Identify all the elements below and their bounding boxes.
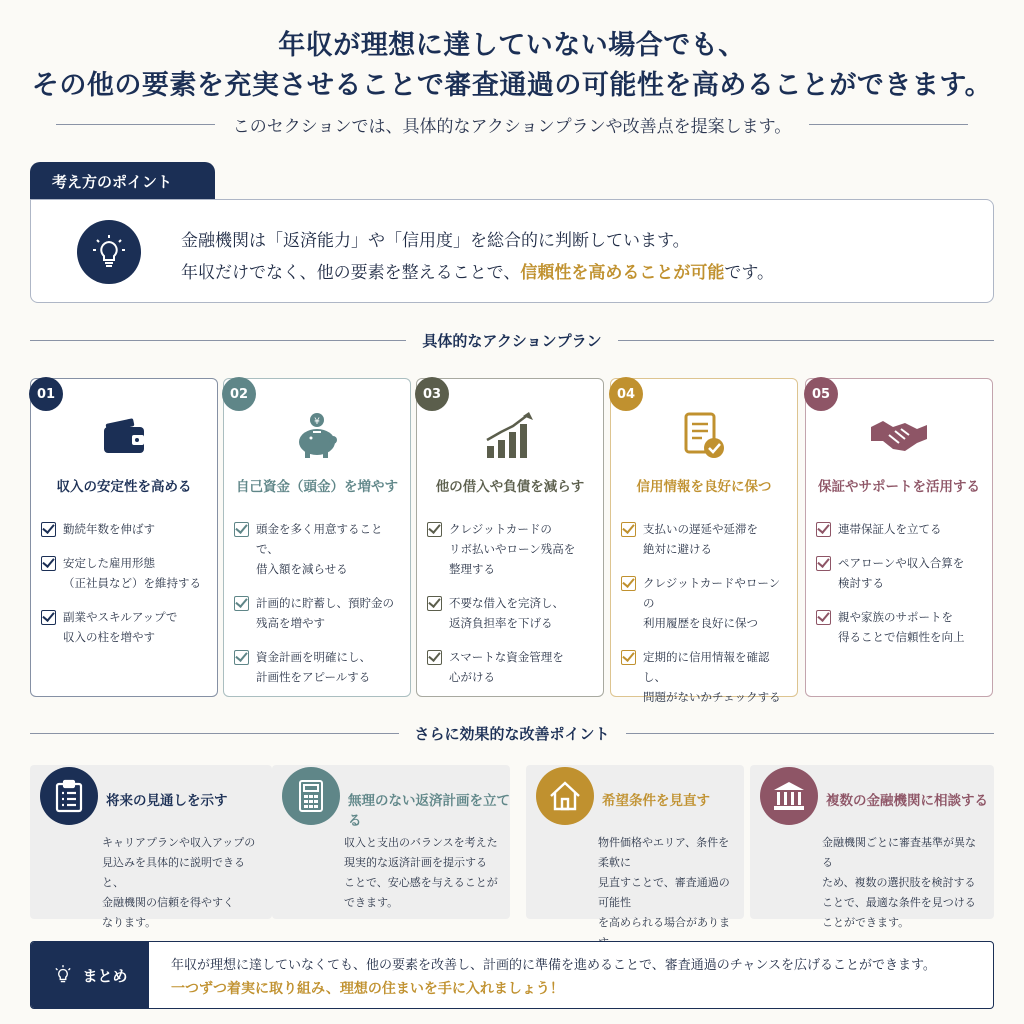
improvement-title: 希望条件を見直す <box>602 793 710 809</box>
card-checklist <box>621 519 791 721</box>
card-title: 保証やサポートを活用する <box>818 479 980 495</box>
document-check-icon <box>611 405 797 465</box>
checkbox-checked-icon <box>816 610 831 625</box>
point-line-1: 金融機関は「返済能力」や「信用度」を総合的に判断しています。 <box>181 231 690 251</box>
improvement-description: キャリアプランや収入アップの 見込みを具体的に説明できると、 金融機関の信頼を得やすく なります。 <box>102 836 256 929</box>
checklist-item <box>41 519 211 539</box>
checkbox-checked-icon <box>621 522 636 537</box>
divider <box>618 340 994 341</box>
checkbox-checked-icon <box>234 650 249 665</box>
checkbox-checked-icon <box>816 556 831 571</box>
checklist-item <box>427 519 597 579</box>
summary-box <box>30 941 994 1009</box>
improvement-title: 無理のない返済計画を立てる <box>348 793 510 829</box>
checklist-item <box>816 553 986 593</box>
improvement-box-1 <box>30 765 272 929</box>
card-number-badge: 01 <box>29 377 63 411</box>
action-card-01 <box>30 378 218 697</box>
card-checklist <box>427 519 597 701</box>
card-checklist <box>816 519 986 661</box>
svg-text:¥: ¥ <box>314 417 320 427</box>
divider <box>626 733 995 734</box>
checklist-text: 連帯保証人を立てる <box>838 522 942 536</box>
house-icon <box>536 767 594 825</box>
checklist-item <box>234 593 404 633</box>
action-card-03 <box>416 378 604 697</box>
summary-line-1: 年収が理想に達していなくても、他の要素を改善し、計画的に準備を進めることで、審査通過のチャンスを広げることができます。 <box>171 958 936 973</box>
page-headline <box>0 26 1024 106</box>
card-title: 他の借入や負債を減らす <box>435 479 585 495</box>
checklist-item <box>621 647 791 707</box>
checklist-text: 支払いの遅延や延滞を 絶対に避ける <box>643 522 758 556</box>
checkbox-checked-icon <box>427 650 442 665</box>
piggy-bank-icon <box>224 405 410 465</box>
subtitle-row <box>56 110 968 138</box>
card-number-badge: 05 <box>804 377 838 411</box>
improvement-description: 金融機関ごとに審査基準が異なる ため、複数の選択肢を検討する ことで、最適な条件を見つける ことができます。 <box>822 836 976 929</box>
headline-line-1: 年収が理想に達していない場合でも、 <box>278 30 746 61</box>
card-number-badge: 02 <box>222 377 256 411</box>
divider <box>30 340 406 341</box>
card-checklist <box>234 519 404 701</box>
checklist-item <box>41 607 211 647</box>
checklist-text: 安定した雇用形態 （正社員など）を維持する <box>63 556 201 590</box>
card-title: 自己資金（頭金）を増やす <box>236 479 398 495</box>
checklist-text: ペアローンや収入合算を 検討する <box>838 556 965 590</box>
action-card-02 <box>223 378 411 697</box>
clipboard-icon <box>40 767 98 825</box>
checkbox-checked-icon <box>234 522 249 537</box>
improvement-title: 将来の見通しを示す <box>106 793 228 809</box>
checklist-item <box>234 519 404 579</box>
checkbox-checked-icon <box>816 522 831 537</box>
checkbox-checked-icon <box>234 596 249 611</box>
divider <box>56 124 215 125</box>
checklist-item <box>234 647 404 687</box>
bank-icon <box>760 767 818 825</box>
point-line-2 <box>181 258 774 283</box>
checklist-item <box>621 519 791 559</box>
point-line-2-prefix: 年収だけでなく、他の要素を整えることで、 <box>181 263 521 283</box>
summary-label: まとめ <box>82 966 128 985</box>
checklist-text: 頭金を多く用意することで、 借入額を減らせる <box>256 522 383 576</box>
card-number-badge: 03 <box>415 377 449 411</box>
divider <box>30 733 399 734</box>
checkbox-checked-icon <box>41 522 56 537</box>
improvement-heading <box>30 721 994 745</box>
improvement-title: さらに効果的な改善ポイント <box>414 724 610 743</box>
improvement-box-4 <box>750 765 994 929</box>
point-box <box>30 199 994 303</box>
checkbox-checked-icon <box>41 610 56 625</box>
wallet-icon <box>31 405 217 465</box>
checklist-text: 定期的に信用情報を確認し、 問題がないかチェックする <box>643 650 781 704</box>
checkbox-checked-icon <box>621 576 636 591</box>
checklist-item <box>427 647 597 687</box>
divider <box>809 124 968 125</box>
summary-label-box <box>31 942 149 1008</box>
action-card-05 <box>805 378 993 697</box>
card-checklist <box>41 519 211 661</box>
checklist-item <box>427 593 597 633</box>
improvement-box-3 <box>526 765 744 929</box>
checklist-text: 不要な借入を完済し、 返済負担率を下げる <box>449 596 564 630</box>
checklist-text: クレジットカードの リボ払いやローン残高を 整理する <box>449 522 576 576</box>
lightbulb-icon <box>77 220 141 284</box>
checkbox-checked-icon <box>427 522 442 537</box>
checklist-item <box>816 607 986 647</box>
checklist-text: スマートな資金管理を 心がける <box>449 650 564 684</box>
headline-line-2: その他の要素を充実させることで審査通過の可能性を高めることができます。 <box>31 70 993 101</box>
checklist-text: 親や家族のサポートを 得ることで信頼性を向上 <box>838 610 965 644</box>
subtitle: このセクションでは、具体的なアクションプランや改善点を提案します。 <box>232 116 792 137</box>
point-highlight: 信頼性を高めることが可能 <box>520 263 725 283</box>
checklist-text: 勤続年数を伸ばす <box>63 522 155 536</box>
improvement-box-2 <box>272 765 510 919</box>
summary-line-2: 一つずつ着実に取り組み、理想の住まいを手に入れましょう！ <box>171 981 564 997</box>
improvement-title: 複数の金融機関に相談する <box>826 793 988 809</box>
card-number-badge: 04 <box>609 377 643 411</box>
point-line-2-suffix: です。 <box>724 263 774 283</box>
checklist-item <box>816 519 986 539</box>
checklist-text: 副業やスキルアップで 収入の柱を増やす <box>63 610 178 644</box>
checklist-item <box>41 553 211 593</box>
calculator-icon <box>282 767 340 825</box>
improvement-description: 収入と支出のバランスを考えた 現実的な返済計画を提示する ことで、安心感を与えることが できます。 <box>344 836 498 909</box>
point-tab: 考え方のポイント <box>30 162 215 200</box>
checkbox-checked-icon <box>427 596 442 611</box>
improvement-description: 物件価格やエリア、条件を柔軟に 見直すことで、審査通過の可能性 を高められる場合がありま <box>598 836 730 929</box>
lightbulb-icon <box>52 963 74 987</box>
action-plan-heading <box>30 328 994 352</box>
checklist-text: 資金計画を明確にし、 計画性をアピールする <box>256 650 371 684</box>
card-title: 信用情報を良好に保つ <box>636 479 772 495</box>
checklist-text: クレジットカードやローンの 利用履歴を良好に保つ <box>643 576 781 630</box>
bar-chart-icon <box>417 405 603 465</box>
action-card-04 <box>610 378 798 704</box>
checkbox-checked-icon <box>41 556 56 571</box>
checklist-item <box>621 573 791 633</box>
card-title: 収入の安定性を高める <box>56 479 192 495</box>
checkbox-checked-icon <box>621 650 636 665</box>
handshake-icon <box>806 405 992 465</box>
checklist-text: 計画的に貯蓄し、預貯金の 残高を増やす <box>256 596 394 630</box>
action-plan-title: 具体的なアクションプラン <box>422 331 602 350</box>
